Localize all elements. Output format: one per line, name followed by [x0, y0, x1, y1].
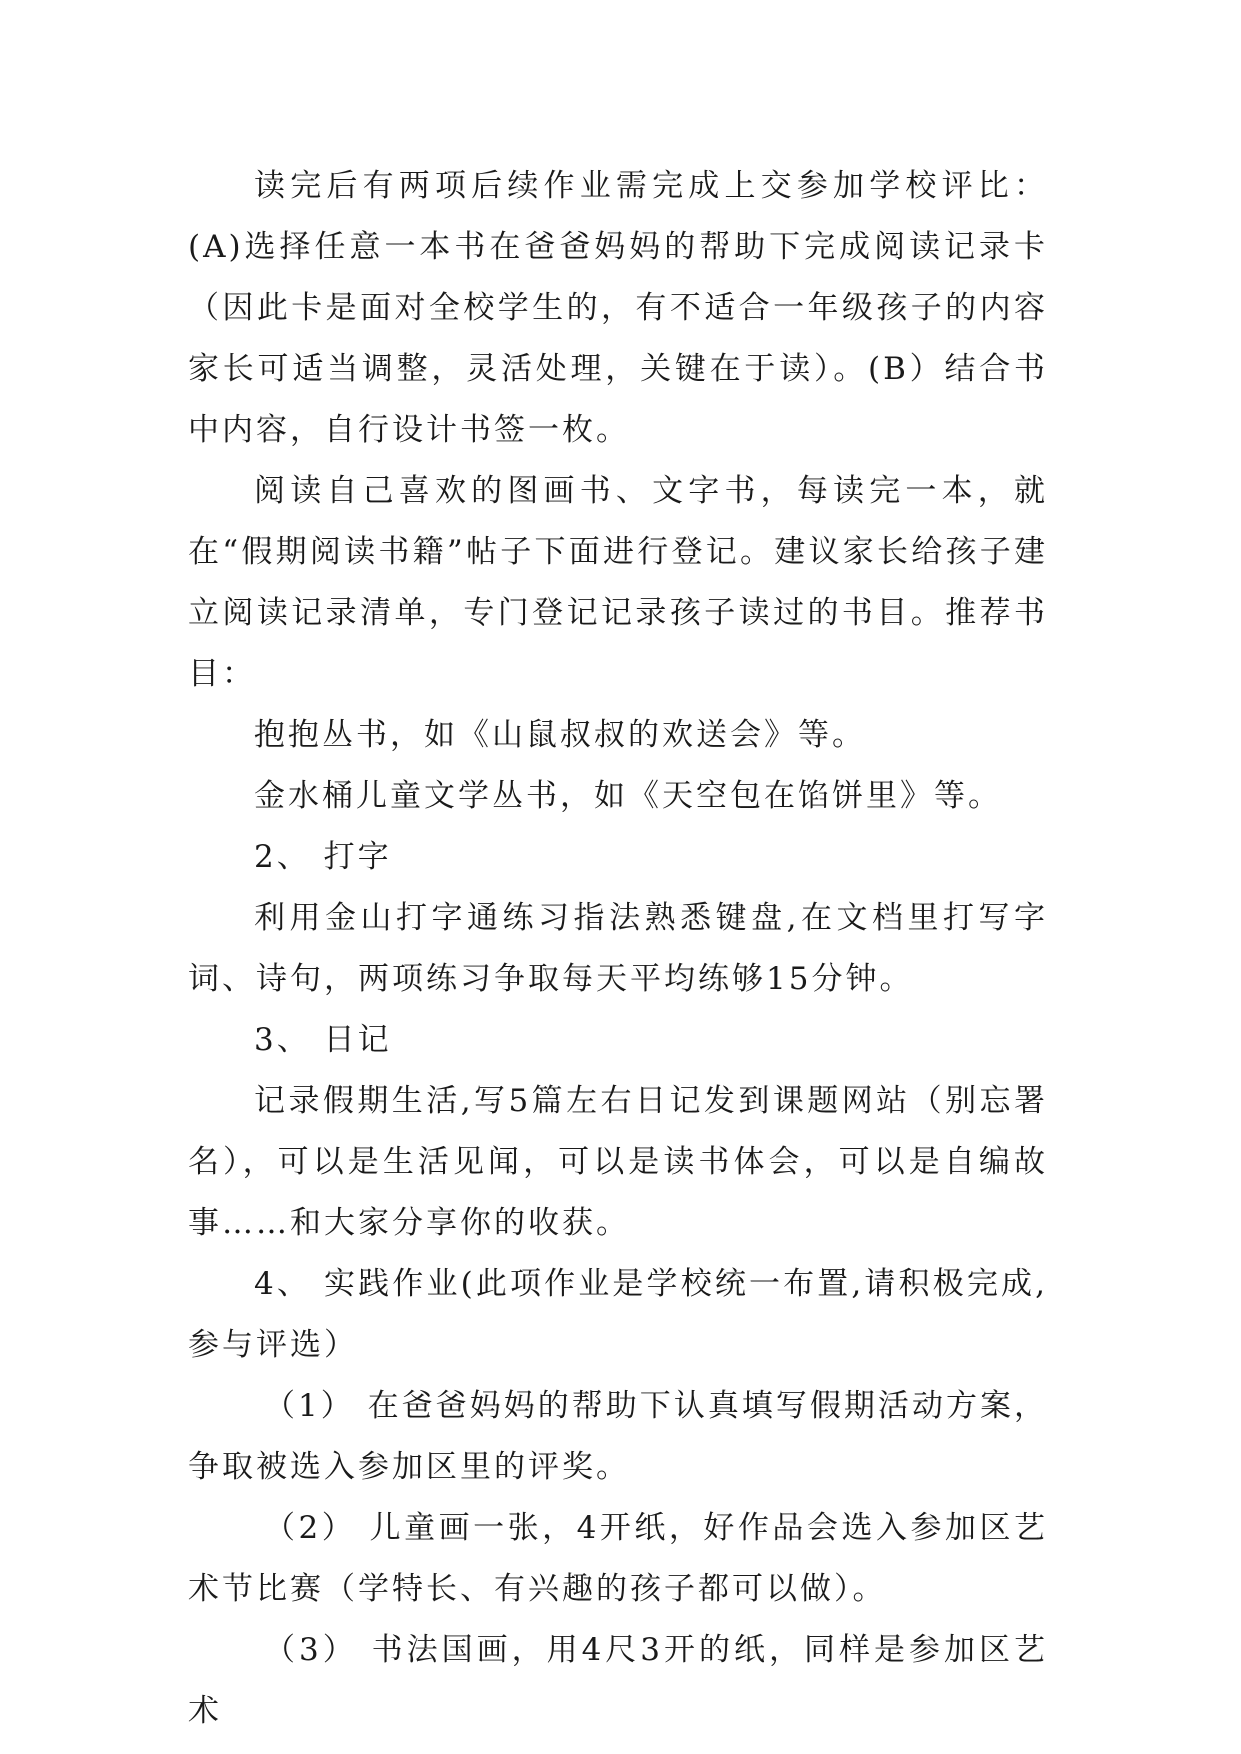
paragraph-reading-log: 阅读自己喜欢的图画书、文字书，每读完一本，就在“假期阅读书籍”帖子下面进行登记。建议家长给孩子建立阅读记录清单，专门登记记录孩子读过的书目。推荐书目： — [188, 473, 1048, 692]
heading-diary: 3、 日记 — [254, 1022, 392, 1058]
paragraph-book-series-1: 抱抱丛书，如《山鼠叔叔的欢送会》等。 — [254, 717, 866, 753]
paragraph-typing-practice: 利用金山打字通练习指法熟悉键盘,在文档里打写字词、诗句，两项练习争取每天平均练够15分钟。 — [188, 900, 1048, 997]
paragraph-followup-homework: 读完后有两项后续作业需完成上交参加学校评比：(A)选择任意一本书在爸爸妈妈的帮助下完成阅读记录卡（因此卡是面对全校学生的，有不适合一年级孩子的内容家长可适当调整，灵活处理，关键在于读）。(B）结合书中内容，自行设计书签一枚。 — [188, 168, 1048, 448]
heading-typing: 2、 打字 — [254, 839, 392, 875]
document-body — [188, 156, 1048, 1742]
paragraph-diary-instructions: 记录假期生活,写5篇左右日记发到课题网站（别忘署名），可以是生活见闻，可以是读书体会，可以是自编故事……和大家分享你的收获。 — [188, 1083, 1048, 1241]
heading-practice-homework: 4、 实践作业(此项作业是学校统一布置,请积极完成,参与评选） — [188, 1266, 1048, 1363]
paragraph-book-series-2: 金水桶儿童文学丛书，如《天空包在馅饼里》等。 — [254, 778, 1002, 814]
list-item-children-painting: （2） 儿童画一张，4开纸，好作品会选入参加区艺术节比赛（学特长、有兴趣的孩子都可以做）。 — [188, 1510, 1048, 1607]
list-item-calligraphy-painting: （3） 书法国画，用4尺3开的纸，同样是参加区艺术 — [188, 1632, 1048, 1729]
list-item-activity-plan: （1） 在爸爸妈妈的帮助下认真填写假期活动方案，争取被选入参加区里的评奖。 — [188, 1388, 1048, 1485]
